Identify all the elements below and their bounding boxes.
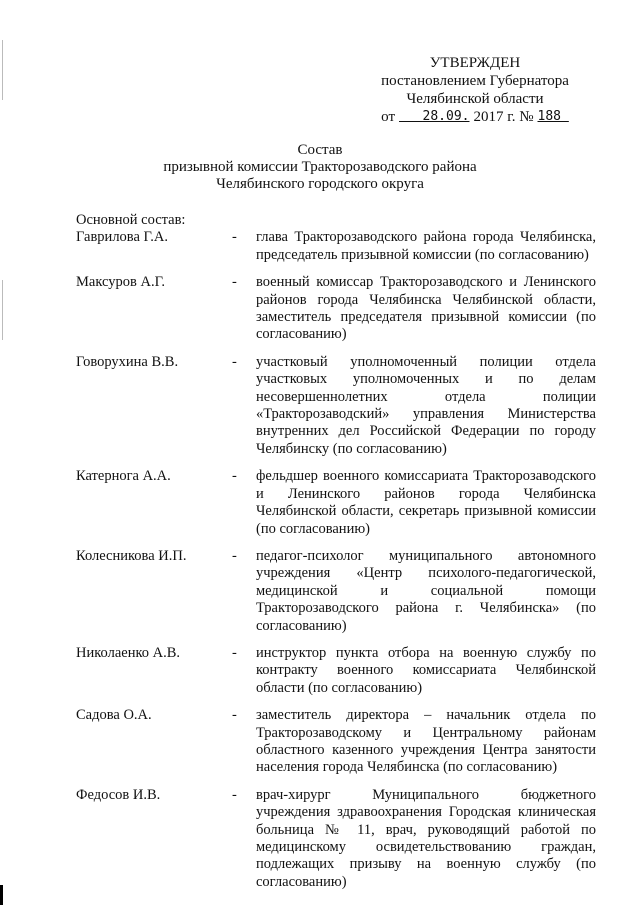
scan-margin-mark — [2, 280, 3, 340]
member-dash: - — [232, 707, 237, 724]
approval-number: 188 — [537, 109, 561, 124]
title-line-2: призывной комиссии Тракторозаводского района — [163, 159, 477, 175]
member-entry — [76, 548, 596, 635]
member-name: Садова О.А. — [76, 707, 152, 724]
member-role: педагог-психолог муниципального автономного учреждения «Центр психолого-педагогической, медицинской и социальной помощи Тракторозаводского района г. Челябинска» (по согласованию) — [256, 547, 596, 634]
member-dash: - — [232, 229, 237, 246]
member-entry — [76, 645, 596, 697]
member-dash: - — [232, 468, 237, 485]
member-dash: - — [232, 274, 237, 291]
member-dash: - — [232, 786, 237, 803]
member-role: заместитель директора – начальник отдела по Тракторозаводскому и Центральному районам областного казенного учреждения Центра занятости населения города Челябинска (по согласованию) — [256, 707, 596, 776]
member-role: врач-хирург Муниципального бюджетного учреждения здравоохранения Городская клиническая больница № 11, врач, руководящий работой по медицинскому освидетельствованию граждан, подлежащих призыву на военную службу (по согласованию) — [256, 786, 596, 890]
approval-from: от — [381, 109, 396, 125]
member-role: инструктор пункта отбора на военную службу по контракту военного комиссариата Челябинской области (по согласованию) — [256, 644, 596, 696]
member-role: участковый уполномоченный полиции отдела участковых уполномоченных и по делам несовершеннолетних отдела полиции «Тракторозаводский» управления Министерства внутренних дел Российской Федерации по городу Челябинску (по согласованию) — [256, 353, 596, 457]
member-entry — [76, 274, 596, 344]
member-role: фельдшер военного комиссариата Тракторозаводского и Ленинского районов города Челябинска Челябинской области, секретарь призывной комиссии (по согласованию) — [256, 468, 596, 537]
member-name: Гаврилова Г.А. — [76, 229, 168, 246]
member-name: Колесникова И.П. — [76, 547, 187, 564]
scan-margin-mark — [2, 40, 3, 100]
member-name: Федосов И.В. — [76, 786, 161, 803]
member-role: глава Тракторозаводского района города Челябинска, председатель призывной комиссии (по согласованию) — [256, 229, 596, 263]
member-entry — [76, 787, 596, 891]
title-line-1: Состав — [297, 142, 343, 158]
title-line-3: Челябинского городского округа — [216, 176, 424, 192]
member-name: Катернога А.А. — [76, 468, 171, 485]
approval-decree: постановлением Губернатора — [381, 73, 569, 89]
approval-block — [370, 54, 580, 126]
member-dash: - — [232, 353, 237, 370]
approval-region: Челябинской области — [406, 91, 544, 107]
members-list — [76, 212, 596, 901]
member-entry — [76, 707, 596, 777]
member-name: Николаенко А.В. — [76, 644, 181, 661]
approval-date: 28.09. — [422, 109, 470, 124]
member-entry — [76, 354, 596, 458]
section-heading: Основной состав: — [76, 212, 186, 228]
member-name: Максуров А.Г. — [76, 274, 165, 291]
scan-corner-mark — [0, 885, 3, 905]
document-title — [0, 142, 640, 193]
member-dash: - — [232, 547, 237, 564]
member-role: военный комиссар Тракторозаводского и Ленинского районов города Челябинска Челябинской области, заместитель председателя призывной комиссии (по согласованию) — [256, 274, 596, 343]
member-entry — [76, 229, 596, 264]
member-entry — [76, 468, 596, 538]
member-dash: - — [232, 644, 237, 661]
member-name: Говорухина В.В. — [76, 353, 179, 370]
approval-date-line — [370, 108, 580, 126]
approval-heading: УТВЕРЖДЕН — [429, 55, 521, 71]
approval-year: 2017 г. № — [473, 109, 534, 125]
